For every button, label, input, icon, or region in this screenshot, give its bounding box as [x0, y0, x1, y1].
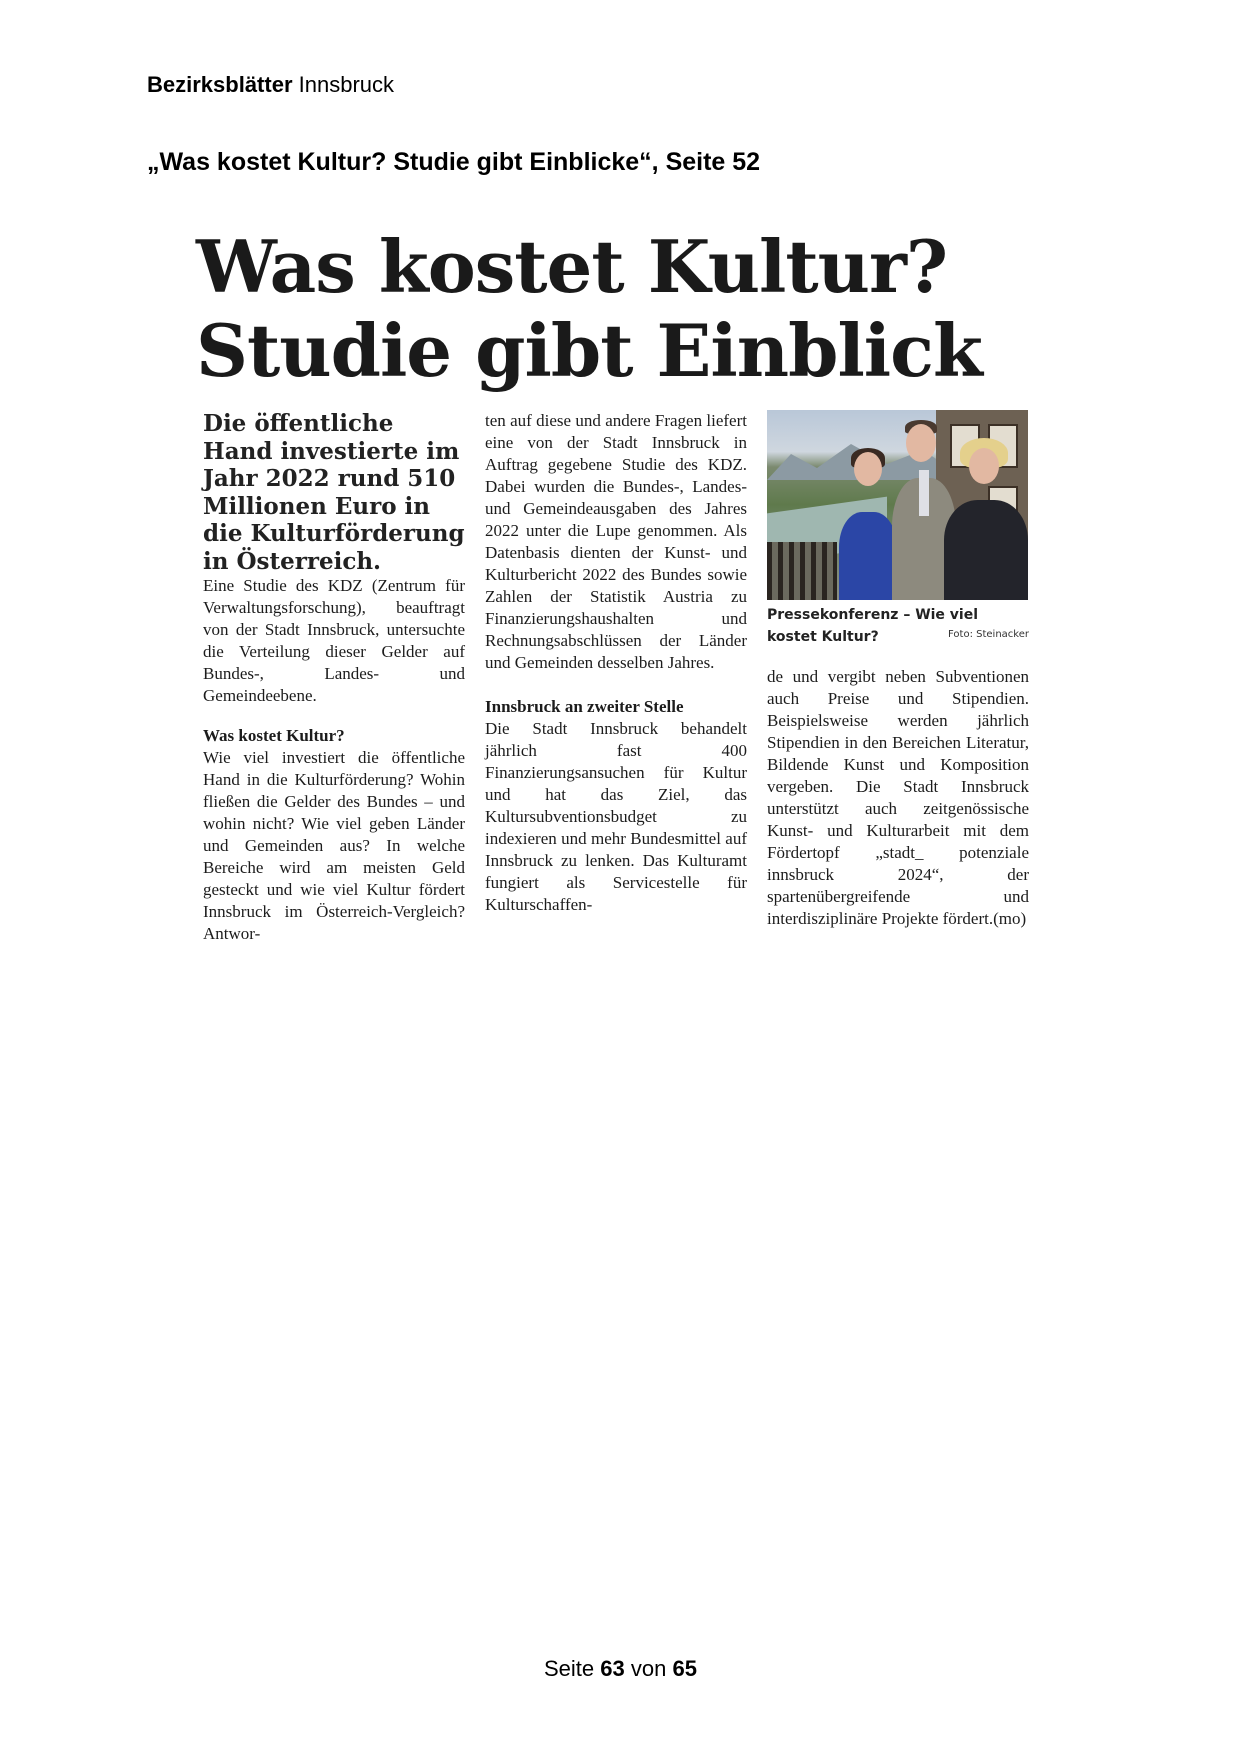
article-column-1: [203, 410, 465, 945]
total-pages: 65: [672, 1656, 697, 1681]
photo-caption-text: Pressekonferenz – Wie viel kostet Kultur?: [767, 607, 979, 645]
article-column-2: [485, 410, 747, 916]
article-paragraph-2-continued: ten auf diese und andere Fragen liefert eine von der Stadt Innsbruck in Auftrag gegebene Studie des KDZ. Dabei wurden die Bundes-, Landes- und Gemeindeausgaben des Jahres 2022 unter die Lupe genommen. Als Datenbasis dienten der Kunst- und Kulturbericht 2022 des Bundes sowie Zahlen der Statistik Austria zu Finanzierungshaushalten und Rechnungsabschlüssen der Länder und Gemeinden desselben Jahres.: [485, 411, 747, 672]
page-prefix: Seite: [544, 1656, 595, 1681]
subheading-was-kostet-kultur: Was kostet Kultur?: [203, 726, 345, 745]
photo-caption: [767, 604, 1029, 648]
article-headline: [196, 225, 1036, 393]
page-separator: von: [630, 1656, 667, 1681]
subheading-innsbruck-an-zweiter-stelle: Innsbruck an zweiter Stelle: [485, 697, 684, 716]
current-page-number: 63: [600, 1656, 625, 1681]
article-reference: „Was kostet Kultur? Studie gibt Einblicke“, Seite 52: [147, 148, 761, 176]
article-paragraph-3-continued: de und vergibt neben Subventionen auch Preise und Stipendien. Beispielsweise werden jährlich Stipendien in den Bereichen Literatur, Bildende Kunst und Komposition vergeben. Die Stadt Innsbruck unterstützt auch zeitgenössische Kunst- und Kulturarbeit mit dem Fördertopf „stadt_ potenziale innsbruck 2024“, der spartenübergreifende und interdisziplinäre Projekte fördert.(mo): [767, 667, 1029, 928]
article-paragraph-2: Wie viel investiert die öffentliche Hand in die Kulturförderung? Wohin fließen die Gelder des Bundes – und wohin nicht? Wie viel geben Länder und Gemeinden aus? In welche Bereiche wird am meisten Geld gesteckt und wie viel Kultur fördert Innsbruck im Österreich-Vergleich? Antwor-: [203, 748, 465, 943]
article-columns: [196, 410, 1036, 950]
headline-line-2: Studie gibt Einblick: [196, 308, 982, 393]
article-lead: Die öffentliche Hand investierte im Jahr 2022 rund 510 Millionen Euro in die Kulturförderung in Österreich.: [203, 410, 465, 575]
article-column-3: [767, 410, 1029, 930]
article-paragraph-1: Eine Studie des KDZ (Zentrum für Verwaltungsforschung), beauftragt von der Stadt Innsbruck, untersuchte die Verteilung dieser Gelder auf Bundes-, Landes- und Gemeindeebene.: [203, 576, 465, 705]
newspaper-clipping: [196, 224, 1036, 943]
publication-region: Innsbruck: [298, 72, 395, 97]
photo-credit: Foto: Steinacker: [948, 629, 1029, 640]
headline-line-1: Was kostet Kultur?: [196, 224, 948, 309]
page-footer: [0, 1656, 1241, 1682]
publication-header: [147, 72, 394, 98]
publication-name: Bezirksblätter: [147, 72, 293, 97]
article-paragraph-3: Die Stadt Innsbruck behandelt jährlich fast 400 Finanzierungsansuchen für Kultur und hat das Ziel, das Kultursubventionsbudget zu indexieren und mehr Bundesmittel auf Innsbruck zu lenken. Das Kulturamt fungiert als Servicestelle für Kulturschaffen-: [485, 719, 747, 914]
press-conference-photo: [767, 410, 1028, 600]
